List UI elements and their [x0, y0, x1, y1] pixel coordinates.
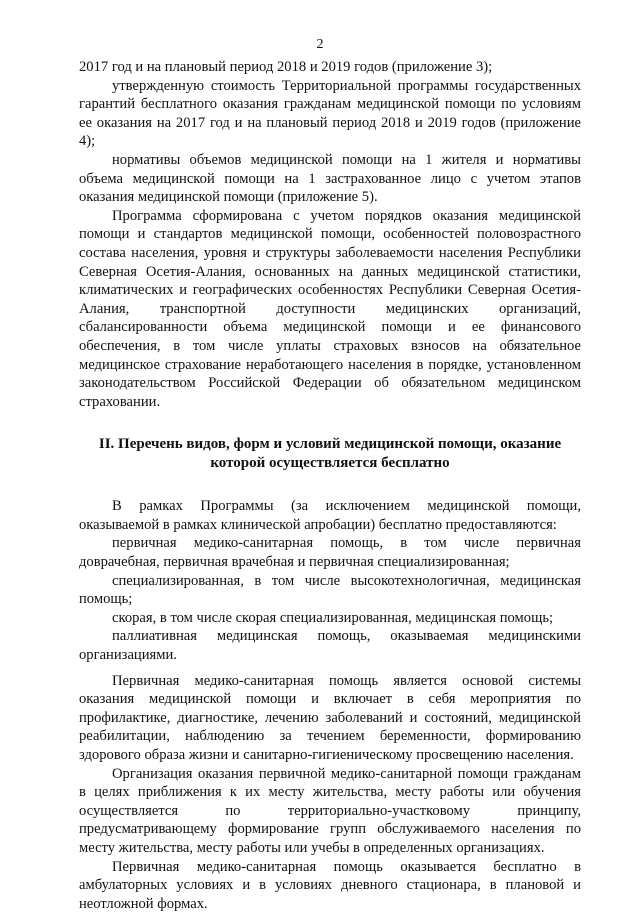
list-item-palliative-care: паллиативная медицинская помощь, оказываемая медицинскими организациями. — [79, 628, 581, 664]
paragraph-primary-care-organization: Организация оказания первичной медико-санитарной помощи гражданам в целях приближения к их месту жительства, месту работы или обучения осуществляется по территориально-участковому принципу, предусматривающему формирование групп обслуживаемого населения по месту жительства, месту работы или учебы в определенных организациях. — [79, 765, 581, 856]
paragraph-approved-cost: утвержденную стоимость Территориальной программы государственных гарантий бесплатного оказания гражданам медицинской помощи по условиям ее оказания на 2017 год и на плановый период 2018 и 2019 годов (приложение 4); — [79, 77, 581, 150]
list-item-specialized-care: специализированная, в том числе высокотехнологичная, медицинская помощь; — [79, 572, 581, 608]
paragraph-primary-care-conditions: Первичная медико-санитарная помощь оказывается бесплатно в амбулаторных условиях и в условиях дневного стационара, в плановой и неотложной формах. — [79, 858, 581, 912]
paragraph-free-provision: В рамках Программы (за исключением медицинской помощи, оказываемой в рамках клинической апробации) бесплатно предоставляются: — [79, 498, 581, 533]
section-heading-line-1: II. Перечень видов, форм и условий медицинской помощи, оказание — [98, 436, 562, 453]
page-number: 2 — [316, 37, 324, 52]
document-body — [79, 58, 581, 913]
paragraph-primary-care-basis: Первичная медико-санитарная помощь является основой системы оказания медицинской помощи и включает в себя мероприятия по профилактике, диагностике, лечению заболеваний и состояний, медицинской реабилитации, наблюдению за течением беременности, формированию здорового образа жизни и санитарно-гигиеническому просвещению населения. — [79, 672, 581, 763]
section-heading — [79, 435, 581, 473]
section-heading-line-2: которой осуществляется бесплатно — [210, 455, 450, 472]
paragraph-volume-norms: нормативы объемов медицинской помощи на 1 жителя и нормативы объема медицинской помощи на 1 застрахованное лицо с учетом этапов оказания медицинской помощи (приложение 5). — [79, 151, 581, 206]
list-item-primary-care: первичная медико-санитарная помощь, в том числе первичная доврачебная, первичная врачебная и первичная специализированная; — [79, 535, 581, 571]
paragraph-program-formation: Программа сформирована с учетом порядков оказания медицинской помощи и стандартов медицинской помощи, особенностей половозрастного состава населения, уровня и структуры заболеваемости населения Республики Северная Осетия-Алания, основанных на данных медицинской статистики, климатических и географических особенностях Республики Северная Осетия-Алания, транспортной доступности медицинских организаций, сбалансированности объема медицинской помощи и ее финансового обеспечения, в том числе уплаты страховых взносов на обязательное медицинское страхование неработающего населения в порядке, установленном законодательством Российской Федерации об обязательном медицинском страховании. — [79, 207, 581, 410]
paragraph-continuation: 2017 год и на плановый период 2018 и 2019 годов (приложение 3); — [79, 59, 493, 75]
list-item-emergency-care: скорая, в том числе скорая специализированная, медицинская помощь; — [112, 609, 554, 626]
